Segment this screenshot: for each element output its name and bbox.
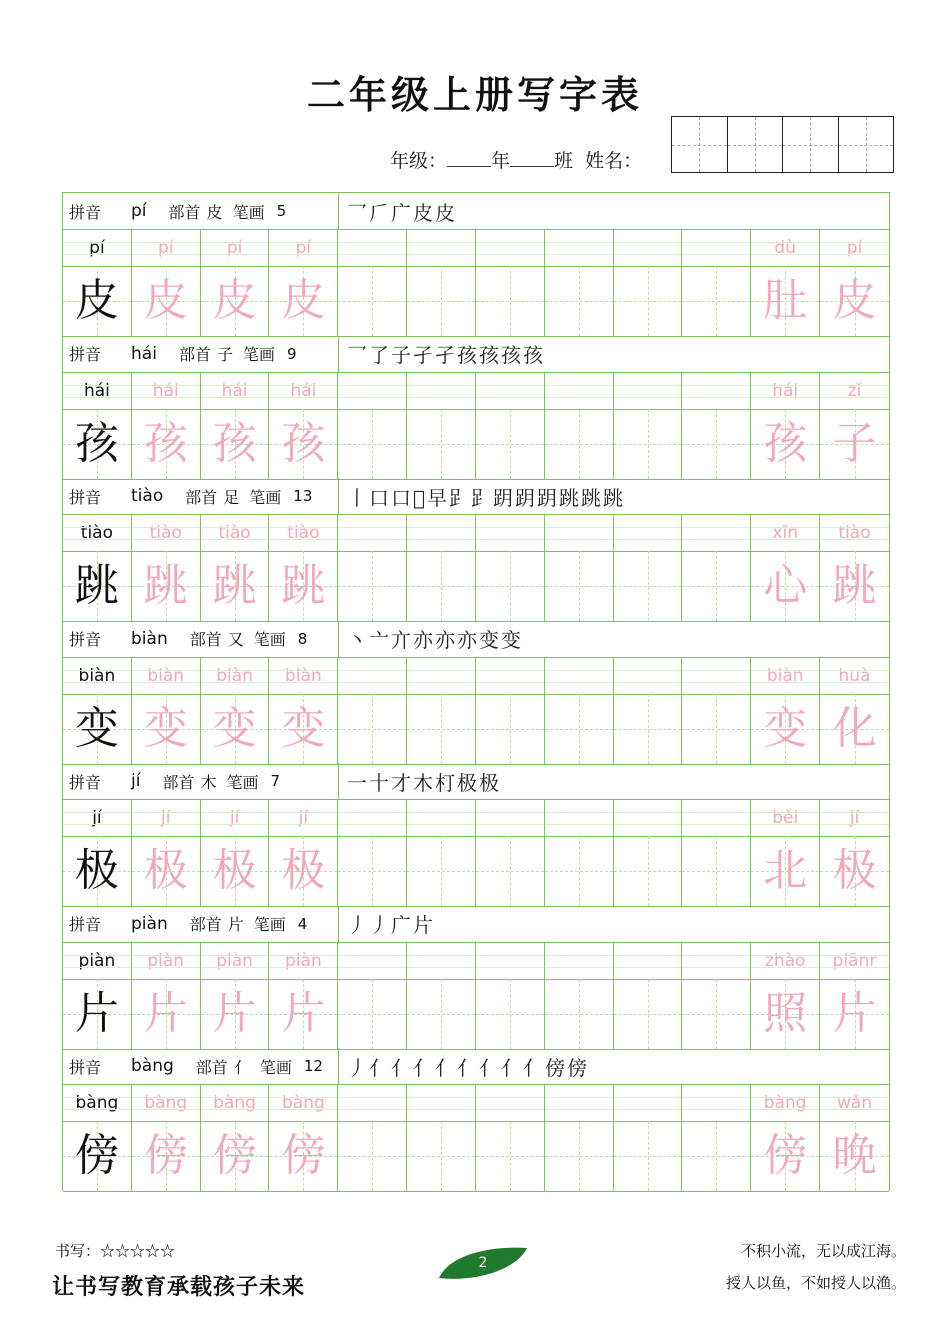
- word-trace-cell[interactable]: huà 化: [820, 658, 889, 764]
- blank-practice-cell[interactable]: [614, 515, 683, 621]
- stroke-count: 9: [286, 344, 297, 363]
- stroke-step: 跀: [515, 485, 538, 510]
- pinyin: pí: [131, 201, 147, 221]
- char-info: 拼音 bàng 部首 亻 笔画 12: [63, 1048, 339, 1084]
- char-block: [63, 621, 889, 764]
- word-trace-cell[interactable]: bàng 傍: [751, 1085, 820, 1191]
- stroke-count: 12: [303, 1057, 323, 1075]
- stroke-step: 子: [391, 343, 413, 367]
- stroke-step: 孑: [413, 343, 435, 367]
- pinyin: biàn: [131, 628, 168, 649]
- pinyin: hái: [131, 343, 157, 364]
- stroke-step: 亻: [501, 1055, 523, 1080]
- char-block: [63, 478, 889, 621]
- stroke-step: 乛: [347, 200, 369, 225]
- char-block: [63, 336, 889, 479]
- radical: 又: [227, 630, 244, 649]
- motto-2: 授人以鱼，不如授人以渔。: [725, 1274, 906, 1292]
- stroke-step: 变: [501, 628, 523, 652]
- trace-char-cell[interactable]: bàng 傍: [132, 1085, 201, 1191]
- stroke-step: 孩: [523, 343, 545, 367]
- char-block: [63, 763, 889, 906]
- stroke-step: 亻: [369, 1055, 391, 1080]
- stroke-step: 变: [479, 628, 501, 652]
- trace-char-cell[interactable]: jí 极: [132, 800, 201, 906]
- stroke-count: 4: [297, 914, 308, 933]
- stroke-step: 丶: [347, 628, 369, 652]
- stroke-step: 𠂆: [369, 200, 391, 225]
- blank-practice-cell[interactable]: [682, 1085, 751, 1191]
- stroke-step: 了: [369, 343, 391, 367]
- stroke-step: 跳: [559, 485, 582, 510]
- trace-char-cell[interactable]: hái 孩: [269, 373, 338, 479]
- blank-practice-cell[interactable]: [614, 230, 683, 336]
- model-char-cell[interactable]: hái 孩: [63, 373, 132, 479]
- radical: 皮: [206, 202, 223, 222]
- blank-practice-cell[interactable]: [545, 658, 614, 764]
- stroke-step: 广: [391, 200, 413, 225]
- radical: 亻: [233, 1057, 250, 1077]
- blank-practice-cell[interactable]: [545, 230, 614, 336]
- motto-1: 不积小流，无以成江海。: [740, 1242, 906, 1260]
- blank-practice-cell[interactable]: [407, 230, 476, 336]
- trace-char-cell[interactable]: tiào 跳: [269, 515, 338, 621]
- word-trace-cell[interactable]: piānr 片: [820, 943, 889, 1049]
- char-info: 拼音 jí 部首 木 笔画 7: [63, 763, 339, 799]
- trace-char-cell[interactable]: biàn 变: [132, 658, 201, 764]
- model-char-cell[interactable]: bàng 傍: [63, 1085, 132, 1191]
- stroke-step: 丿: [347, 1055, 369, 1080]
- blank-practice-cell[interactable]: [476, 658, 545, 764]
- blank-practice-cell[interactable]: [476, 373, 545, 479]
- stroke-count: 7: [270, 772, 281, 790]
- stroke-step: 亻: [435, 1055, 457, 1080]
- trace-char-cell[interactable]: jí 极: [201, 800, 270, 906]
- trace-char-cell[interactable]: piàn 片: [269, 943, 338, 1049]
- page-number-leaf: [437, 1246, 529, 1280]
- stroke-step: 丿: [369, 913, 391, 937]
- blank-practice-cell[interactable]: [545, 943, 614, 1049]
- stroke-step: 丿: [347, 913, 369, 937]
- name-box[interactable]: [671, 116, 894, 173]
- model-char-cell[interactable]: biàn 变: [63, 658, 132, 764]
- stroke-step: 亣: [391, 628, 413, 652]
- trace-char-cell[interactable]: tiào 跳: [201, 515, 270, 621]
- rating-stars: 书写：☆☆☆☆☆: [55, 1242, 176, 1260]
- stroke-step: 亦: [457, 628, 479, 652]
- radical: 片: [227, 915, 244, 934]
- stroke-step: 丨: [347, 485, 369, 510]
- word-trace-cell[interactable]: dù 肚: [751, 230, 820, 336]
- blank-practice-cell[interactable]: [407, 800, 476, 906]
- char-block: [63, 193, 889, 336]
- stroke-step: 片: [413, 913, 435, 937]
- blank-practice-cell[interactable]: [682, 943, 751, 1049]
- stroke-step: 皮: [435, 200, 457, 225]
- stroke-step: 跀: [537, 485, 560, 510]
- model-char-cell[interactable]: piàn 片: [63, 943, 132, 1049]
- word-trace-cell[interactable]: biàn 变: [751, 658, 820, 764]
- char-info: 拼音 pí 部首 皮 笔画 5: [63, 193, 339, 229]
- trace-char-cell[interactable]: tiào 跳: [132, 515, 201, 621]
- stroke-step: 极: [479, 770, 501, 795]
- stroke-step: 亻: [479, 1055, 501, 1080]
- stroke-step: 极: [457, 770, 479, 795]
- blank-practice-cell[interactable]: [407, 658, 476, 764]
- blank-practice-cell[interactable]: [338, 800, 407, 906]
- stroke-step: 十: [369, 770, 391, 795]
- blank-practice-cell[interactable]: [338, 658, 407, 764]
- blank-practice-cell[interactable]: [338, 373, 407, 479]
- blank-practice-cell[interactable]: [545, 1085, 614, 1191]
- page-title: 二年级上册写字表: [306, 72, 643, 117]
- word-trace-cell[interactable]: zhào 照: [751, 943, 820, 1049]
- stroke-step: 跀: [493, 485, 516, 510]
- stroke-step: 亻: [391, 1055, 413, 1080]
- blank-practice-cell[interactable]: [338, 230, 407, 336]
- word-trace-cell[interactable]: jí 极: [820, 800, 889, 906]
- char-info: 拼音 tiào 部首 足 笔画 13: [63, 478, 339, 514]
- trace-char-cell[interactable]: piàn 片: [132, 943, 201, 1049]
- stroke-order: [339, 624, 523, 653]
- blank-practice-cell[interactable]: [545, 373, 614, 479]
- blank-practice-cell[interactable]: [476, 943, 545, 1049]
- student-info: 年级： 年 班 姓名：: [390, 150, 643, 172]
- stroke-step: 才: [391, 770, 413, 795]
- char-info: 拼音 hái 部首 子 笔画 9: [63, 336, 339, 372]
- stroke-step: 亻: [457, 1055, 479, 1080]
- blank-practice-cell[interactable]: [614, 1085, 683, 1191]
- writing-grid: [62, 192, 890, 1191]
- char-info: 拼音 piàn 部首 片 笔画 4: [63, 906, 339, 942]
- stroke-order: [339, 767, 501, 796]
- stroke-step: 孩: [457, 343, 479, 367]
- page-number: 2: [478, 1255, 488, 1271]
- pinyin: tiào: [131, 486, 164, 506]
- blank-practice-cell[interactable]: [614, 373, 683, 479]
- trace-char-cell[interactable]: jí 极: [269, 800, 338, 906]
- stroke-step: 口: [391, 485, 413, 510]
- stroke-step: 亦: [435, 628, 457, 652]
- trace-char-cell[interactable]: bàng 傍: [269, 1085, 338, 1191]
- stroke-step: 孩: [501, 343, 523, 367]
- char-info: 拼音 biàn 部首 又 笔画 8: [63, 621, 339, 657]
- stroke-order: [339, 1052, 589, 1081]
- stroke-count: 13: [293, 487, 313, 505]
- stroke-step: 傍: [545, 1055, 567, 1080]
- blank-practice-cell[interactable]: [682, 800, 751, 906]
- model-char-cell[interactable]: jí 极: [63, 800, 132, 906]
- stroke-step: 早: [427, 485, 450, 510]
- word-trace-cell[interactable]: zǐ 子: [820, 373, 889, 479]
- blank-practice-cell[interactable]: [476, 800, 545, 906]
- stroke-step: 广: [391, 913, 413, 937]
- stroke-step: 乛: [347, 343, 369, 367]
- blank-practice-cell[interactable]: [545, 515, 614, 621]
- stroke-step: 孑: [435, 343, 457, 367]
- trace-char-cell[interactable]: pí 皮: [132, 230, 201, 336]
- trace-char-cell[interactable]: biàn 变: [269, 658, 338, 764]
- stroke-step: 木: [413, 770, 435, 795]
- model-char-cell[interactable]: tiào 跳: [63, 515, 132, 621]
- radical: 足: [223, 487, 240, 507]
- stroke-step: 𠯁: [413, 485, 428, 510]
- stroke-order: [339, 339, 545, 368]
- pinyin: jí: [131, 771, 141, 791]
- blank-practice-cell[interactable]: [476, 230, 545, 336]
- blank-practice-cell[interactable]: [338, 1085, 407, 1191]
- blank-practice-cell[interactable]: [545, 800, 614, 906]
- blank-practice-cell[interactable]: [338, 515, 407, 621]
- word-trace-cell[interactable]: xīn 心: [751, 515, 820, 621]
- blank-practice-cell[interactable]: [476, 1085, 545, 1191]
- radical: 木: [200, 772, 217, 792]
- stroke-order: [339, 482, 625, 511]
- blank-practice-cell[interactable]: [682, 515, 751, 621]
- stroke-count: 5: [276, 202, 287, 220]
- char-block: [63, 906, 889, 1049]
- stroke-step: 跳: [603, 485, 626, 510]
- word-trace-cell[interactable]: hái 孩: [751, 373, 820, 479]
- blank-practice-cell[interactable]: [407, 943, 476, 1049]
- stroke-step: 孩: [479, 343, 501, 367]
- stroke-step: 亠: [369, 628, 391, 652]
- stroke-step: 亦: [413, 628, 435, 652]
- word-trace-cell[interactable]: tiào 跳: [820, 515, 889, 621]
- stroke-step: 𧾷: [471, 485, 494, 510]
- blank-practice-cell[interactable]: [407, 373, 476, 479]
- stroke-step: 傍: [567, 1055, 589, 1080]
- trace-char-cell[interactable]: pí 皮: [201, 230, 270, 336]
- stroke-step: 跳: [581, 485, 604, 510]
- blank-practice-cell[interactable]: [614, 800, 683, 906]
- trace-char-cell[interactable]: hái 孩: [201, 373, 270, 479]
- word-trace-cell[interactable]: pí 皮: [820, 230, 889, 336]
- pinyin: piàn: [131, 913, 168, 934]
- stroke-step: 皮: [413, 200, 435, 225]
- stroke-count: 8: [297, 629, 308, 648]
- stroke-step: 𧾷: [449, 485, 472, 510]
- trace-char-cell[interactable]: hái 孩: [132, 373, 201, 479]
- stroke-order: [339, 909, 435, 938]
- trace-char-cell[interactable]: bàng 傍: [201, 1085, 270, 1191]
- slogan: 让书写教育承载孩子未来: [52, 1274, 306, 1300]
- word-trace-cell[interactable]: běi 北: [751, 800, 820, 906]
- stroke-step: 一: [347, 770, 369, 795]
- char-block: [63, 1048, 889, 1191]
- blank-practice-cell[interactable]: [407, 1085, 476, 1191]
- stroke-step: 朾: [435, 770, 457, 795]
- blank-practice-cell[interactable]: [682, 658, 751, 764]
- model-char-cell[interactable]: pí 皮: [63, 230, 132, 336]
- blank-practice-cell[interactable]: [682, 373, 751, 479]
- blank-practice-cell[interactable]: [682, 230, 751, 336]
- blank-practice-cell[interactable]: [614, 943, 683, 1049]
- stroke-step: 亻: [523, 1055, 545, 1080]
- blank-practice-cell[interactable]: [476, 515, 545, 621]
- trace-char-cell[interactable]: biàn 变: [201, 658, 270, 764]
- stroke-step: 口: [369, 485, 391, 510]
- stroke-step: 亻: [413, 1055, 435, 1080]
- blank-practice-cell[interactable]: [407, 515, 476, 621]
- grade-blank[interactable]: [447, 152, 491, 167]
- word-trace-cell[interactable]: wǎn 晚: [820, 1085, 889, 1191]
- trace-char-cell[interactable]: pí 皮: [269, 230, 338, 336]
- radical: 子: [216, 345, 233, 364]
- blank-practice-cell[interactable]: [614, 658, 683, 764]
- class-blank[interactable]: [510, 152, 554, 167]
- trace-char-cell[interactable]: piàn 片: [201, 943, 270, 1049]
- blank-practice-cell[interactable]: [338, 943, 407, 1049]
- pinyin: bàng: [131, 1056, 174, 1076]
- stroke-order: [339, 197, 457, 226]
